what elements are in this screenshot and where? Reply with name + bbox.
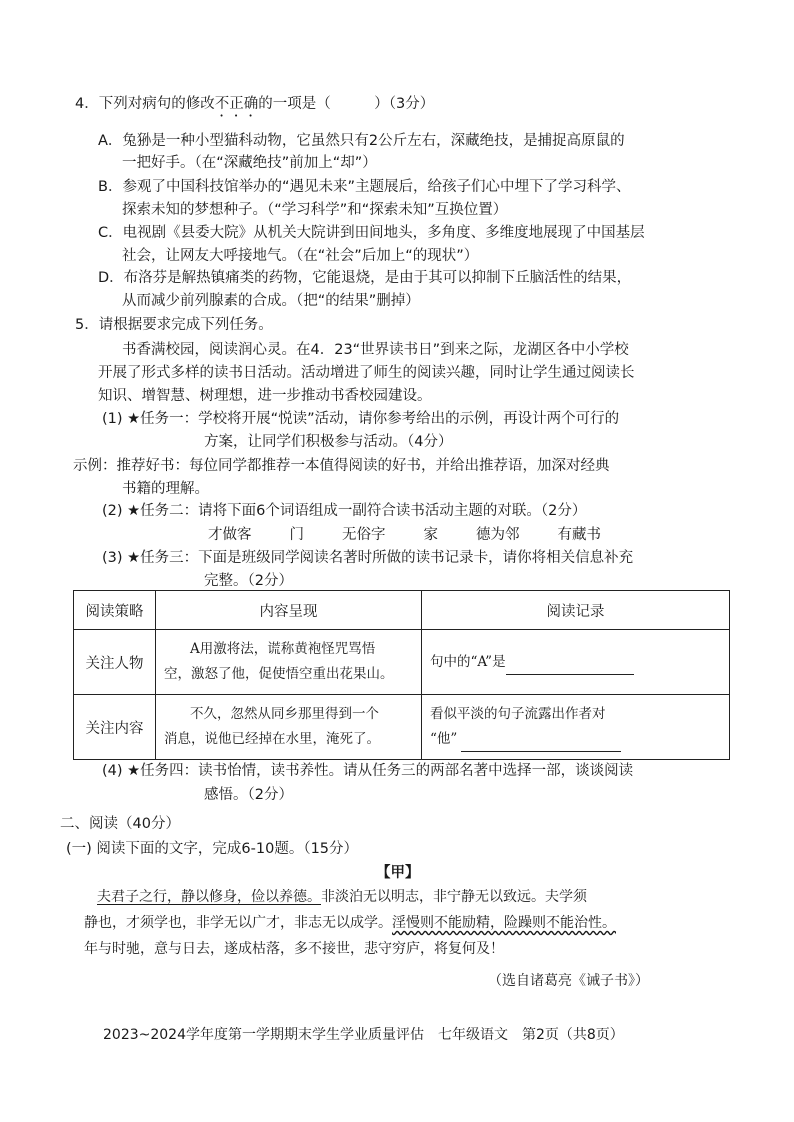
example-line2: 书籍的理解。 [122, 481, 209, 497]
q4-option-b-line1: B．参观了中国科技馆举办的“遇见未来”主题展后，给孩子们心中埋下了学习科学、 [98, 179, 631, 195]
table-header: 阅读策略 [74, 591, 156, 630]
reading-record-card [73, 590, 730, 760]
record-line [430, 727, 721, 752]
couplet-word: 门 [289, 527, 304, 543]
passage-line3: 年与时驰，意与日去，遂成枯落，多不接世，悲守穷庐，将复何及！ [84, 941, 504, 957]
passage-text: 静也，才须学也，非学无以广才，非志无以成学。 [84, 915, 392, 931]
passage-line2 [84, 912, 616, 934]
record-prompt: 句中的“A”是 [430, 653, 506, 670]
q4-option-a-line2: 一把好手。（在“深藏绝技”前加上“却”） [122, 155, 377, 171]
record-line [430, 650, 721, 675]
strategy-cell: 关注人物 [74, 630, 156, 695]
strategy-cell: 关注内容 [74, 695, 156, 760]
record-prompt: 看似平淡的句子流露出作者对 [430, 706, 606, 722]
couplet-word: 无俗字 [342, 527, 386, 543]
passage-label: 【甲】 [376, 865, 420, 881]
table-header: 内容呈现 [156, 591, 422, 630]
task3-line1: (3) ★任务三：下面是班级同学阅读名著时所做的读书记录卡，请你将相关信息补充 [102, 550, 634, 566]
couplet-word-list [208, 524, 639, 546]
q4-option-a-line1: A．兔狲是一种小型猫科动物，它虽然只有2公斤左右，深藏绝技，是捕捉高原鼠的 [98, 133, 625, 149]
q4-stem [75, 93, 434, 120]
table-row [74, 695, 730, 760]
task4-line1: (4) ★任务四：读书怡情，读书养性。请从任务三的两部名著中选择一部，谈谈阅读 [102, 763, 634, 779]
table-header-row [74, 591, 730, 630]
content-line: 空，激怒了他，促使悟空重出花果山。 [164, 666, 394, 682]
answer-blank[interactable] [461, 737, 621, 752]
table-row [74, 630, 730, 695]
q4-option-d-line2: 从而减少前列腺素的合成。（把“的结果”删掉） [122, 293, 420, 309]
q4-option-d-line1: D．布洛芬是解热镇痛类的药物，它能退烧，是由于其可以抑制下丘脑活性的结果， [98, 270, 632, 286]
task3-line2: 完整。（2分） [204, 573, 293, 589]
subsection-heading: (一) 阅读下面的文字，完成6-10题。（15分） [66, 841, 359, 857]
table-header: 阅读记录 [422, 591, 730, 630]
answer-blank[interactable] [506, 660, 634, 675]
couplet-word: 德为邻 [476, 527, 520, 543]
content-cell [156, 630, 422, 695]
q4-stem-pre: 4．下列对病句的修改 [75, 96, 215, 112]
content-cell [156, 695, 422, 760]
record-cell [422, 695, 730, 760]
task4-line2: 感悟。（2分） [204, 787, 293, 803]
page-footer: 2023~2024学年度第一学期期末学生学业质量评估 七年级语文 第2页（共8页） [103, 1027, 624, 1043]
content-line: A用激将法，谎称黄袍怪咒骂悟 [190, 641, 376, 657]
q4-option-c-line2: 社会，让网友大呼接地气。（在“社会”后加上“的现状”） [122, 248, 479, 264]
couplet-word: 家 [423, 527, 438, 543]
q5-intro-line1: 书香满校园，阅读润心灵。在4．23“世界读书日”到来之际，龙湖区各中小学校 [122, 342, 629, 358]
task1-line1: (1) ★任务一：学校将开展“悦读”活动，请你参考给出的示例，再设计两个可行的 [102, 411, 620, 427]
content-line: 不久，忽然从同乡那里得到一个 [190, 706, 379, 722]
section-heading: 二、阅读（40分） [60, 816, 180, 832]
couplet-word: 有藏书 [557, 527, 601, 543]
passage-text: 非淡泊无以明志，非宁静无以致远。夫学须 [321, 889, 587, 905]
task1-line2: 方案，让同学们积极参与活动。（4分） [204, 434, 453, 450]
q5-intro-line2: 开展了形式多样的读书日活动。活动增进了师生的阅读兴趣，同时让学生通过阅读长 [98, 365, 635, 381]
example-line1: 示例：推荐好书：每位同学都推荐一本值得阅读的好书，并给出推荐语，加深对经典 [73, 458, 610, 474]
record-cell [422, 630, 730, 695]
passage-source: （选自诸葛亮《诫子书》） [488, 973, 649, 989]
underlined-sentence: 夫君子之行，静以修身，俭以养德。 [97, 889, 321, 905]
record-prompt-continued: “他” [430, 731, 458, 747]
q4-stem-post: 的一项是（ ）（3分） [258, 96, 435, 112]
q4-stem-emphasis: 不正确 [214, 96, 259, 112]
task2-line: (2) ★任务二：请将下面6个词语组成一副符合读书活动主题的对联。（2分） [102, 503, 587, 519]
q5-title: 5．请根据要求完成下列任务。 [75, 317, 273, 333]
content-line: 消息，说他已经掉在水里，淹死了。 [164, 731, 380, 747]
q4-option-c-line1: C．电视剧《县委大院》从机关大院讲到田间地头，多角度、多维度地展现了中国基层 [98, 225, 645, 241]
q4-option-b-line2: 探索未知的梦想种子。（“学习科学”和“探索未知”互换位置） [122, 202, 508, 218]
q5-intro-line3: 知识、增智慧、树理想，进一步推动书香校园建设。 [98, 388, 432, 404]
wavy-underlined-sentence: 淫慢则不能励精，险躁则不能治性。 [392, 915, 616, 931]
couplet-word: 才做客 [208, 527, 252, 543]
passage-line1 [97, 886, 587, 908]
